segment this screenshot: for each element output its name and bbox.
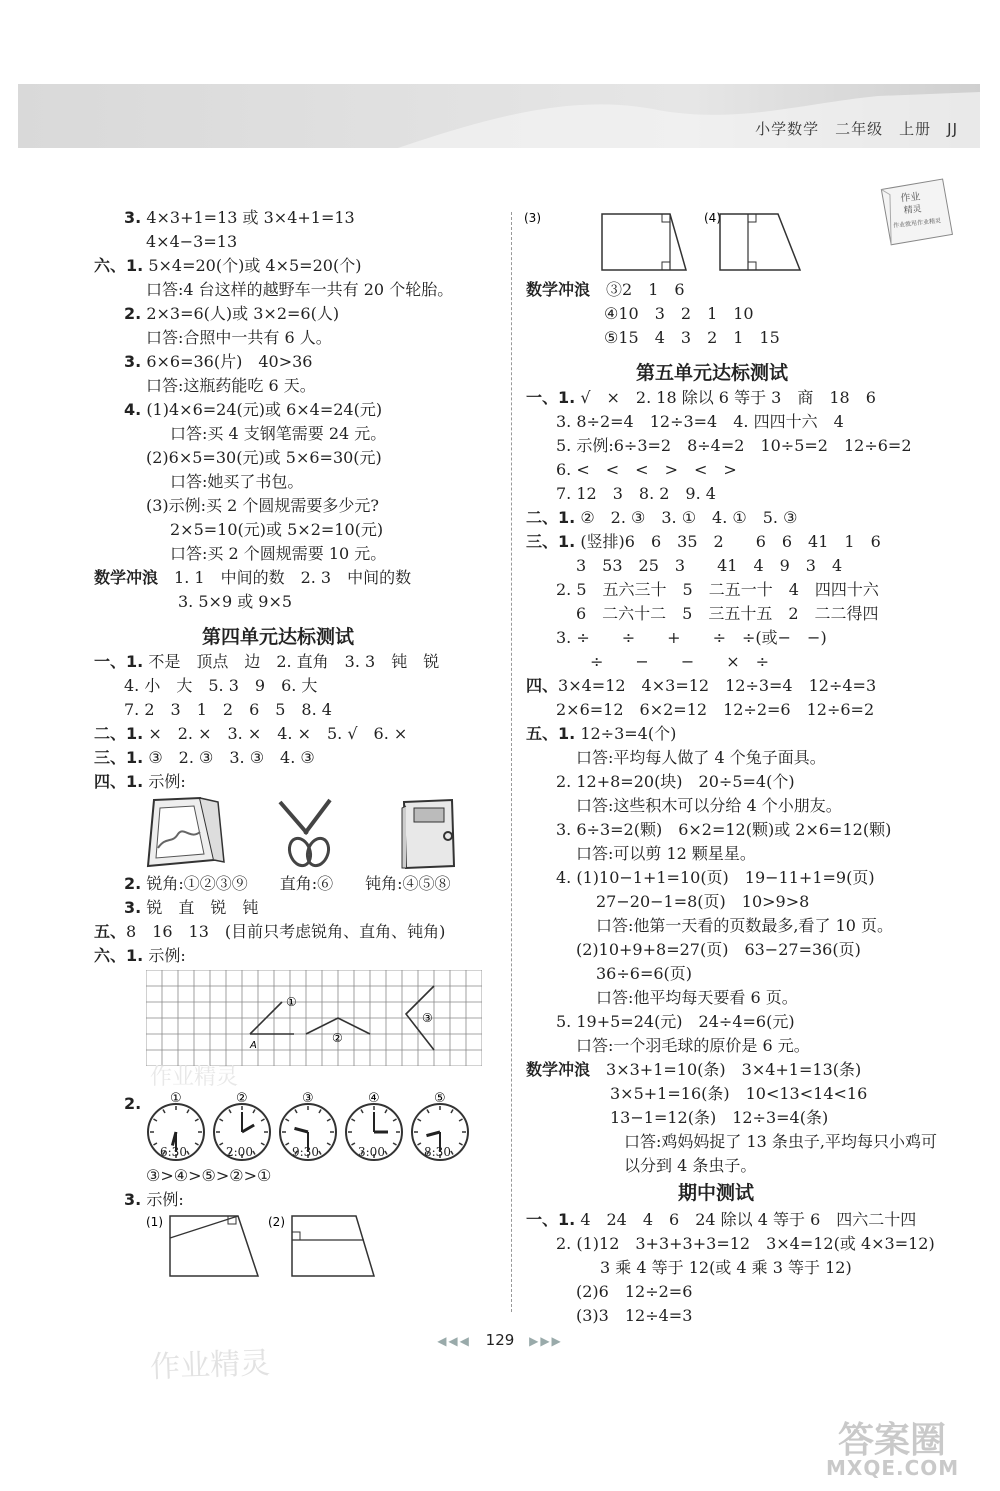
unit4-heading: 第四单元达标测试 <box>202 626 355 648</box>
answer-line: 四、1. 示例: <box>94 772 186 791</box>
clock-number: ① <box>170 1091 182 1106</box>
answer-line: (2)6 12÷2=6 <box>576 1282 693 1301</box>
picture-frame-icon <box>148 798 224 866</box>
answer-line: 一、1. √ × 2. 18 除以 6 等于 3 商 18 6 <box>526 388 876 407</box>
answer-line: 4. (1)4×6=24(元)或 6×4=24(元) <box>124 400 383 419</box>
answer-line: 六、1. 示例: <box>94 946 186 965</box>
answer-line: 口答:可以剪 12 颗星星。 <box>576 844 756 863</box>
header-title: 小学数学 二年级 上册 JJ <box>755 120 958 138</box>
answer-line: 二、1. ② 2. ③ 3. ① 4. ① 5. ③ <box>526 508 798 527</box>
clock-time-label: 8:30 <box>424 1145 451 1159</box>
answer-line: 3 53 25 3 41 4 9 3 4 <box>576 556 843 575</box>
answer-line: 3. 示例: <box>124 1190 184 1209</box>
answer-line: 3. ÷ ÷ + ÷ ÷(或− −) <box>556 628 827 647</box>
answer-line: 二、1. × 2. × 3. × 4. × 5. √ 6. × <box>94 724 408 743</box>
answer-line: 36÷6=6(页) <box>596 964 693 983</box>
answer-line: 2. 5 五六三十 5 二五一十 4 四四十六 <box>556 580 879 599</box>
answer-line: 口答:这瓶药能吃 6 天。 <box>146 376 316 395</box>
scissors-icon <box>280 800 332 869</box>
answer-line: 四、3×4=12 4×3=12 12÷3=4 12÷4=3 <box>526 676 877 695</box>
answer-line: 六、1. 5×4=20(个)或 4×5=20(个) <box>94 256 362 275</box>
answer-line: 2. 2×3=6(人)或 3×2=6(人) <box>124 304 340 323</box>
answer-line: 27−20−1=8(页) 10>9>8 <box>596 892 810 911</box>
answer-line: 3 乘 4 等于 12(或 4 乘 3 等于 12) <box>600 1258 852 1277</box>
answer-line: 2. (1)12 3+3+3+3=12 3×4=12(或 4×3=12) <box>556 1234 935 1253</box>
clock-time-label: 6:30 <box>160 1145 187 1159</box>
answer-line: 6 二六十二 5 三五十五 2 二二得四 <box>576 604 879 623</box>
answer-line: ÷ − − × ÷ <box>590 652 770 671</box>
answer-line: 一、1. 4 24 4 6 24 除以 4 等于 6 四六二十四 <box>526 1210 917 1229</box>
answer-line: 4×4−3=13 <box>146 232 238 251</box>
answer-line: 4. (1)10−1+1=10(页) 19−11+1=9(页) <box>556 868 875 887</box>
answer-line: 口答:这些积木可以分给 4 个小朋友。 <box>576 796 842 815</box>
answer-line: 数学冲浪 3×3+1=10(条) 3×4+1=13(条) <box>526 1060 862 1079</box>
clock-time-label: 9:30 <box>292 1145 319 1159</box>
trapezoid-figures-2 <box>520 208 820 278</box>
answer-line: (2)10+9+8=27(页) 63−27=36(页) <box>576 940 861 959</box>
book-icon <box>402 800 454 868</box>
angle-grid <box>146 970 482 1066</box>
prev-arrows-icon: ◀◀◀ <box>437 1334 471 1348</box>
answer-line: 口答:平均每人做了 4 个兔子面具。 <box>576 748 826 767</box>
answer-line: 3. 5×9 或 9×5 <box>178 592 293 611</box>
answer-line: 口答:合照中一共有 6 人。 <box>146 328 332 347</box>
answer-line: 三、1. (竖排)6 6 35 2 6 6 41 1 6 <box>526 532 881 551</box>
answer-line: (2)6×5=30(元)或 5×6=30(元) <box>146 448 382 467</box>
column-divider <box>511 212 512 1312</box>
answer-line: 3. 6×6=36(片) 40>36 <box>124 352 313 371</box>
answer-line: 五、8 16 13 (目前只考虑锐角、直角、钝角) <box>94 922 446 941</box>
answer-line: ⑤15 4 3 2 1 15 <box>604 328 780 347</box>
clock-number: ② <box>236 1091 248 1106</box>
watermark-url: MXQE.COM <box>826 1456 960 1480</box>
grid-label: ① <box>286 995 297 1009</box>
answer-line: (3)3 12÷4=3 <box>576 1306 693 1325</box>
shape-label: (2) <box>268 1215 285 1229</box>
next-arrows-icon: ▶▶▶ <box>529 1334 563 1348</box>
stamp-line-3: 作业就用作业精灵 <box>892 217 942 230</box>
answer-line: 3×5+1=16(条) 10<13<14<16 <box>610 1084 868 1103</box>
answer-line: 13−1=12(条) 12÷3=4(条) <box>610 1108 829 1127</box>
answer-line: 口答:一个羽毛球的原价是 6 元。 <box>576 1036 810 1055</box>
clock-number: ④ <box>368 1091 380 1106</box>
shape-label: (4) <box>704 211 721 225</box>
page-number-value: 129 <box>485 1331 515 1349</box>
clock-time-label: 2:00 <box>226 1145 253 1159</box>
answer-line: 数学冲浪 ③2 1 6 <box>526 280 685 299</box>
angle-objects-illustration <box>140 796 480 872</box>
answer-line: 口答:买 2 个圆规需要 10 元。 <box>170 544 387 563</box>
answer-line: 3. 6÷3=2(颗) 6×2=12(颗)或 2×6=12(颗) <box>556 820 892 839</box>
shape-label: (1) <box>146 1215 163 1229</box>
answer-line: ③>④>⑤>②>① <box>146 1166 272 1185</box>
answer-line: 3. 锐 直 锐 钝 <box>124 898 259 917</box>
answer-line: 2. <box>124 1094 142 1113</box>
answer-line: 一、1. 不是 顶点 边 2. 直角 3. 3 钝 锐 <box>94 652 440 671</box>
grid-label: ② <box>332 1031 343 1045</box>
shape-label: (3) <box>524 211 541 225</box>
answer-line: 5. 19+5=24(元) 24÷4=6(元) <box>556 1012 795 1031</box>
grid-label: ③ <box>422 1011 433 1025</box>
answer-line: 2×6=12 6×2=12 12÷2=6 12÷6=2 <box>556 700 875 719</box>
clock-number: ③ <box>302 1091 314 1106</box>
answer-line: 三、1. ③ 2. ③ 3. ③ 4. ③ <box>94 748 315 767</box>
answer-line: 口答:鸡妈妈捉了 13 条虫子,平均每只小鸡可 <box>624 1132 938 1151</box>
answer-line: 7. 2 3 1 2 6 5 8. 4 <box>124 700 332 719</box>
answer-line: 7. 12 3 8. 2 9. 4 <box>556 484 716 503</box>
midterm-heading: 期中测试 <box>678 1182 755 1204</box>
answer-line: 口答:他平均每天要看 6 页。 <box>596 988 798 1007</box>
answer-line: 3. 8÷2=4 12÷3=4 4. 四四十六 4 <box>556 412 844 431</box>
answer-line: 5. 示例:6÷3=2 8÷4=2 10÷5=2 12÷6=2 <box>556 436 912 455</box>
answer-line: 以分到 4 条虫子。 <box>624 1156 757 1175</box>
answer-line: 五、1. 12÷3=4(个) <box>526 724 677 743</box>
answer-line: 2×5=10(元)或 5×2=10(元) <box>170 520 384 539</box>
unit5-heading: 第五单元达标测试 <box>636 362 789 384</box>
answer-line: 口答:买 4 支钢笔需要 24 元。 <box>170 424 387 443</box>
stamp-line-2: 精灵 <box>903 204 923 217</box>
answer-line: 口答:他第一天看的页数最多,看了 10 页。 <box>596 916 894 935</box>
answer-line: 2. 锐角:①②③⑨ 直角:⑥ 钝角:④⑤⑧ <box>124 874 451 893</box>
watermark-logo: 答案圈 <box>838 1420 947 1461</box>
answer-line: 口答:4 台这样的越野车一共有 20 个轮胎。 <box>146 280 454 299</box>
watermark-text: 作业精灵 <box>149 1345 271 1386</box>
answer-line: (3)示例:买 2 个圆规需要多少元? <box>146 496 379 515</box>
answer-line: 3. 4×3+1=13 或 3×4+1=13 <box>124 208 355 227</box>
answer-line: 6. < < < > < > <box>556 460 737 479</box>
watermark-text: 作业精灵 <box>150 1065 239 1090</box>
answer-line: 2. 12+8=20(块) 20÷5=4(个) <box>556 772 795 791</box>
stamp-line-1: 作业 <box>899 191 921 205</box>
answer-line: ④10 3 2 1 10 <box>604 304 754 323</box>
answer-line: 数学冲浪 1. 1 中间的数 2. 3 中间的数 <box>94 568 412 587</box>
corner-stamp <box>877 176 956 249</box>
answer-line: 4. 小 大 5. 3 9 6. 大 <box>124 676 318 695</box>
answer-line: 口答:她买了书包。 <box>170 472 304 491</box>
trapezoid-figures <box>140 1210 460 1280</box>
grid-label: A <box>250 1040 257 1051</box>
clock-number: ⑤ <box>434 1091 446 1106</box>
clock-time-label: 3:00 <box>358 1145 385 1159</box>
